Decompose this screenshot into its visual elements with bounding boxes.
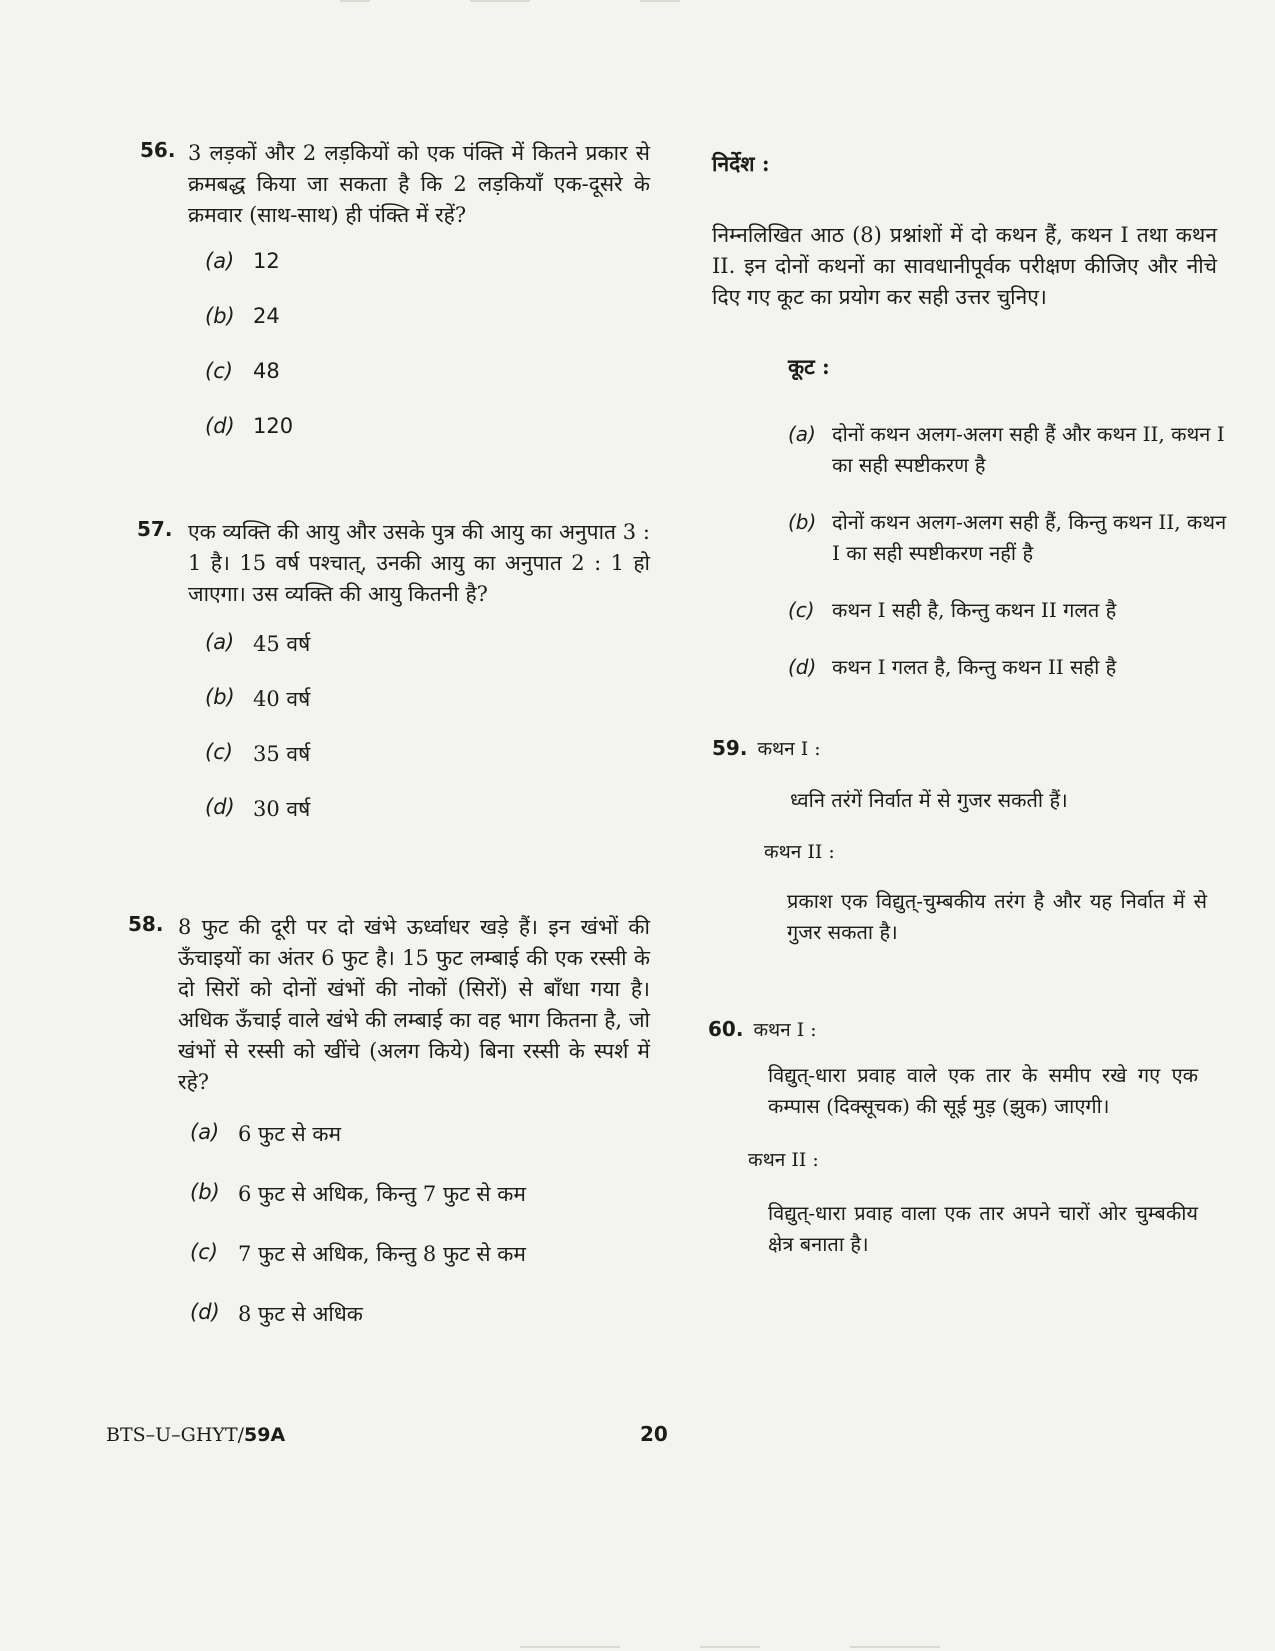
option-value: 120 [253,414,294,438]
option-label: (a) [205,630,235,654]
option-a [190,1120,650,1180]
key-option-b [788,507,1228,569]
question-text: 8 फुट की दूरी पर दो खंभे ऊर्ध्वाधर खड़े हैं। इन खंभों की ऊँचाइयों का अंतर 6 फुट है। 15 फुट लम्बाई की एक रस्सी के दो सिरों को दोनों खंभों की नोकों (सिरों) से बाँधा गया है। अधिक ऊँचाई वाले खंभे की लम्बाई का वह भाग कितना है, जो खंभों से रस्सी को खींचे (अलग किये) बिना रस्सी के स्पर्श में रहे? [178,915,650,1094]
option-value: 8 फुट से अधिक [238,1302,363,1326]
question-59 [712,735,1232,948]
option-value: 6 फुट से अधिक, किन्तु 7 फुट से कम [238,1182,526,1206]
option-d [205,795,650,850]
option-label: (c) [190,1240,218,1264]
option-d [190,1300,650,1360]
option-c [205,740,650,795]
option-label: (a) [190,1120,220,1144]
right-column [708,150,1232,1260]
statement-2-text: विद्युत्-धारा प्रवाह वाला एक तार अपने चारों ओर चुम्बकीय क्षेत्र बनाता है। [768,1201,1198,1256]
option-label: (d) [205,414,235,438]
option-a [205,630,650,685]
booklet-code [106,1424,285,1446]
question-text: 3 लड़कों और 2 लड़कियों को एक पंक्ति में कितने प्रकार से क्रमबद्ध किया जा सकता है कि 2 लड़कियाँ एक-दूसरे के क्रमवार (साथ-साथ) ही पंक्ति में रहें? [188,141,650,227]
option-value: 45 वर्ष [253,632,311,656]
question-number: 58. [128,912,164,936]
key-option-a [788,419,1228,481]
option-c [190,1240,650,1300]
option-value: दोनों कथन अलग-अलग सही हैं और कथन II, कथन I का सही स्पष्टीकरण है [832,422,1225,477]
option-c [205,359,650,414]
option-value: 7 फुट से अधिक, किन्तु 8 फुट से कम [238,1242,526,1266]
key-title: कूट : [788,354,830,379]
options-list [190,1120,650,1360]
question-56 [140,138,650,469]
statement-1-text: विद्युत्-धारा प्रवाह वाले एक तार के समीप रखे गए एक कम्पास (दिक्सूचक) की सूई मुड़ (झुक) जाएगी। [768,1063,1198,1118]
directions-text: निम्नलिखित आठ (8) प्रश्नांशों में दो कथन हैं, कथन I तथा कथन II. इन दोनों कथनों का सावधानीपूर्वक परीक्षण कीजिए और नीचे दिए गए कूट का प्रयोग कर सही उत्तर चुनिए। [712,223,1217,309]
option-label: (d) [788,655,817,679]
statement-1-text: ध्वनि तरंगें निर्वात में से गुजर सकती हैं। [790,788,1068,812]
option-value: 24 [253,304,280,328]
question-58 [128,912,650,1360]
statement-2-text: प्रकाश एक विद्युत्-चुम्बकीय तरंग है और यह निर्वात में से गुजर सकता है। [787,889,1207,944]
scan-mark [470,0,530,2]
option-b [205,304,650,359]
booklet-code-suffix: 59A [244,1424,286,1446]
option-label: (a) [788,422,816,446]
option-label: (c) [205,359,233,383]
option-value: कथन I सही है, किन्तु कथन II गलत है [832,598,1117,622]
option-a [205,249,650,304]
option-value: 40 वर्ष [253,687,311,711]
option-value: 48 [253,359,280,383]
directions-heading: निर्देश : [712,151,770,176]
question-57 [137,517,650,850]
option-b [190,1180,650,1240]
option-label: (b) [190,1180,220,1204]
booklet-code-prefix: BTS–U–GHYT/ [106,1424,245,1446]
option-value: 30 वर्ष [253,797,311,821]
scan-mark [340,0,370,2]
scan-mark [850,1646,940,1648]
key-option-d [788,652,1228,683]
option-d [205,414,650,469]
statement-1-heading: कथन I : [757,738,821,760]
option-label: (d) [190,1300,220,1324]
options-list [205,249,650,469]
scan-mark [700,1646,760,1648]
option-value: कथन I गलत है, किन्तु कथन II सही है [832,655,1117,679]
option-value: 6 फुट से कम [238,1122,342,1146]
option-b [205,685,650,740]
question-text: एक व्यक्ति की आयु और उसके पुत्र की आयु का अनुपात 3 : 1 है। 15 वर्ष पश्चात्, उनकी आयु का अनुपात 2 : 1 हो जाएगा। उस व्यक्ति की आयु कितनी है? [188,520,650,606]
option-value: 12 [253,249,280,273]
option-label: (b) [788,510,817,534]
question-number: 56. [140,138,176,162]
option-value: दोनों कथन अलग-अलग सही हैं, किन्तु कथन II, कथन I का सही स्पष्टीकरण नहीं है [832,510,1227,565]
scan-mark [520,1646,620,1648]
scan-mark [640,0,680,2]
option-label: (c) [788,598,815,622]
question-60 [708,1016,1232,1260]
statement-1-heading: कथन I : [753,1019,817,1041]
option-label: (c) [205,740,233,764]
option-label: (a) [205,249,235,273]
option-label: (b) [205,685,235,709]
options-list [205,630,650,850]
option-label: (b) [205,304,235,328]
key-options-list [788,419,1232,683]
question-number: 57. [137,517,173,541]
left-column [128,138,650,1360]
page-number: 20 [640,1422,668,1446]
key-option-c [788,595,1228,626]
statement-2-heading: कथन II : [748,1149,819,1171]
option-value: 35 वर्ष [253,742,311,766]
question-number: 60. [708,1017,744,1041]
statement-2-heading: कथन II : [764,841,835,863]
question-number: 59. [712,736,748,760]
option-label: (d) [205,795,235,819]
